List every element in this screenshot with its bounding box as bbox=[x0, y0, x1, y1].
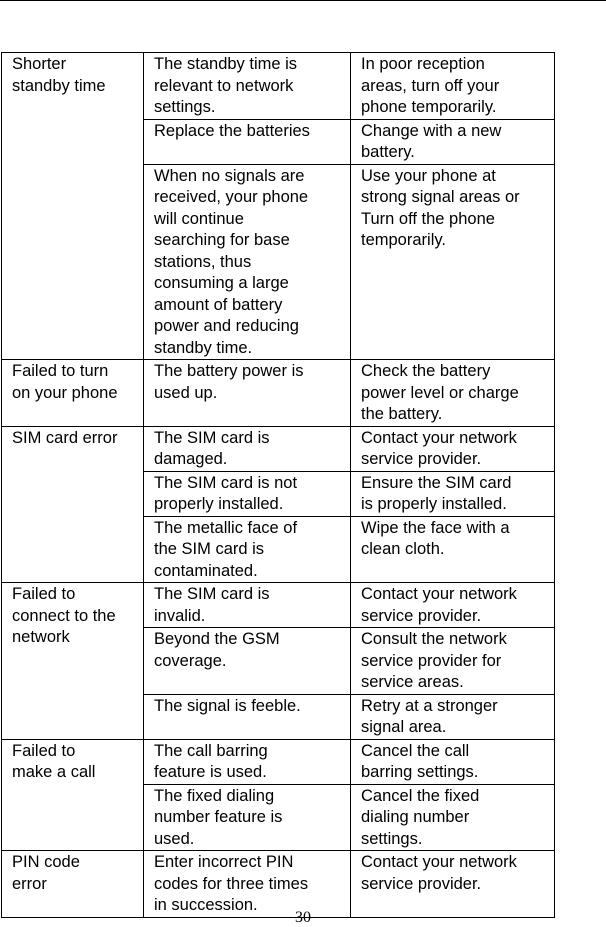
cause-cell bbox=[144, 426, 351, 471]
cause-text: The SIM card is invalid. bbox=[154, 585, 270, 625]
cause-cell bbox=[144, 694, 351, 739]
solution-text: Contact your network service provider. bbox=[361, 853, 517, 893]
page-number: 30 bbox=[295, 909, 311, 926]
problem-text: Shorter standby time bbox=[12, 55, 106, 95]
table-row bbox=[2, 53, 555, 120]
troubleshooting-table bbox=[1, 52, 555, 918]
solution-cell bbox=[351, 583, 555, 628]
problem-text: Failed to turn on your phone bbox=[12, 362, 118, 402]
solution-text: Cancel the fixed dialing number settings. bbox=[361, 786, 480, 848]
cause-text: When no signals are received, your phone will continue searching for base stations, thus consuming a large amount of battery power and reducing standby time. bbox=[154, 166, 309, 357]
solution-text: Change with a new battery. bbox=[361, 121, 502, 161]
solution-text: Contact your network service provider. bbox=[361, 428, 517, 468]
solution-cell bbox=[351, 784, 555, 851]
cause-cell bbox=[144, 360, 351, 427]
cause-cell bbox=[144, 784, 351, 851]
problem-cell bbox=[2, 739, 144, 851]
solution-text: Cancel the call barring settings. bbox=[361, 741, 479, 781]
table-row bbox=[2, 360, 555, 427]
solution-text: Retry at a stronger signal area. bbox=[361, 696, 498, 736]
solution-text: In poor reception areas, turn off your phone temporarily. bbox=[361, 55, 500, 116]
problem-cell bbox=[2, 426, 144, 583]
cause-cell bbox=[144, 628, 351, 695]
solution-cell bbox=[351, 119, 555, 164]
cause-text: Enter incorrect PIN codes for three times in succession. bbox=[154, 853, 309, 914]
cause-text: The metallic face of the SIM card is contaminated. bbox=[154, 518, 298, 580]
problem-text: PIN code error bbox=[12, 853, 80, 893]
cause-cell bbox=[144, 851, 351, 918]
solution-text: Ensure the SIM card is properly installed. bbox=[361, 473, 512, 513]
problem-text: Failed to make a call bbox=[12, 741, 96, 781]
cause-cell bbox=[144, 516, 351, 583]
solution-text: Wipe the face with a clean cloth. bbox=[361, 518, 510, 558]
cause-cell bbox=[144, 119, 351, 164]
cause-text: The battery power is used up. bbox=[154, 362, 304, 402]
solution-cell bbox=[351, 628, 555, 695]
problem-text: Failed to connect to the network bbox=[12, 585, 116, 646]
solution-cell bbox=[351, 471, 555, 516]
top-rule bbox=[0, 0, 606, 1]
cause-text: The SIM card is not properly installed. bbox=[154, 473, 298, 513]
cause-text: The standby time is relevant to network settings. bbox=[154, 55, 298, 116]
solution-text: Contact your network service provider. bbox=[361, 585, 517, 625]
problem-cell bbox=[2, 360, 144, 427]
solution-cell bbox=[351, 739, 555, 784]
cause-cell bbox=[144, 164, 351, 360]
problem-cell bbox=[2, 53, 144, 360]
solution-cell bbox=[351, 426, 555, 471]
cause-text: The signal is feeble. bbox=[154, 696, 301, 715]
cause-text: The SIM card is damaged. bbox=[154, 428, 270, 468]
cause-cell bbox=[144, 583, 351, 628]
table-row bbox=[2, 583, 555, 628]
solution-cell bbox=[351, 53, 555, 120]
cause-cell bbox=[144, 53, 351, 120]
solution-text: Use your phone at strong signal areas or Turn off the phone temporarily. bbox=[361, 166, 520, 249]
table-row bbox=[2, 851, 555, 918]
cause-text: Replace the batteries bbox=[154, 121, 310, 140]
cause-cell bbox=[144, 739, 351, 784]
cause-text: The call barring feature is used. bbox=[154, 741, 268, 781]
solution-cell bbox=[351, 694, 555, 739]
cause-cell bbox=[144, 471, 351, 516]
solution-cell bbox=[351, 360, 555, 427]
table-row bbox=[2, 426, 555, 471]
solution-text: Consult the network service provider for service areas. bbox=[361, 630, 507, 691]
solution-cell bbox=[351, 516, 555, 583]
cause-text: Beyond the GSM coverage. bbox=[154, 630, 280, 670]
solution-cell bbox=[351, 164, 555, 360]
table-row bbox=[2, 739, 555, 784]
problem-cell bbox=[2, 851, 144, 918]
cause-text: The fixed dialing number feature is used. bbox=[154, 786, 283, 848]
solution-text: Check the battery power level or charge the battery. bbox=[361, 362, 519, 423]
problem-text: SIM card error bbox=[12, 428, 118, 447]
problem-cell bbox=[2, 583, 144, 740]
solution-cell bbox=[351, 851, 555, 918]
